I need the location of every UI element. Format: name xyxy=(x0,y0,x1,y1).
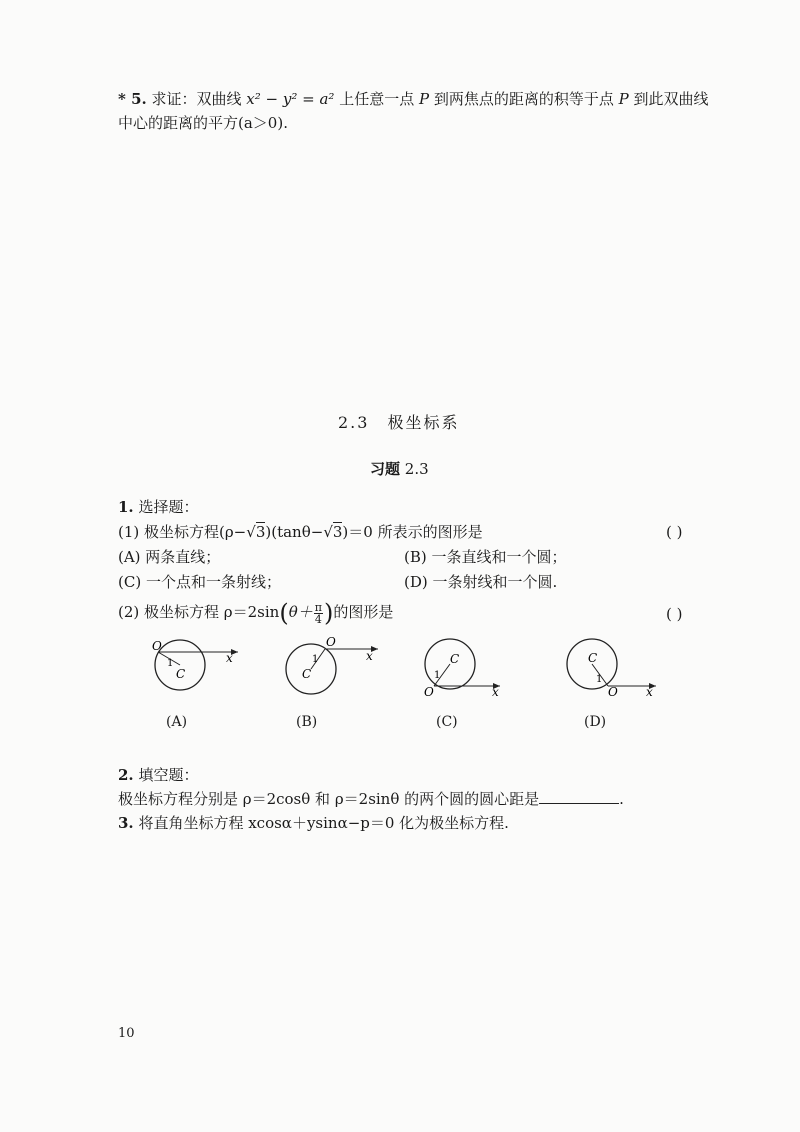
figure-b-label: (B) xyxy=(296,714,318,730)
option-a: (A) 两条直线； xyxy=(118,548,221,566)
svg-text:C: C xyxy=(176,667,186,681)
svg-text:C: C xyxy=(302,667,312,681)
figure-c-diagram xyxy=(418,636,528,706)
problem-5-line-2: 中心的距离的平方(a＞0). xyxy=(118,114,288,132)
svg-text:1: 1 xyxy=(312,654,319,665)
option-b: (B) 一条直线和一个圆； xyxy=(404,548,567,566)
figure-a-diagram xyxy=(140,632,250,702)
svg-text:O: O xyxy=(608,685,618,699)
figure-b-diagram xyxy=(278,632,388,702)
svg-text:O: O xyxy=(326,635,336,649)
section-title: 2.3 极坐标系 xyxy=(338,413,460,432)
figure-a-label: (A) xyxy=(166,714,188,730)
figure-c-label: (C) xyxy=(436,714,458,730)
question-1-2: (2) 极坐标方程 ρ＝2sin(θ＋ $\frac{\pi}{4}$ )的图形是 xyxy=(118,599,394,627)
answer-paren-1: ( ) xyxy=(666,523,683,541)
figure-d-diagram xyxy=(562,636,672,706)
origin-label: O xyxy=(152,639,162,653)
question-1-heading: 1. 选择题： xyxy=(118,498,199,516)
hyperbola-equation: x² − y² = a² xyxy=(246,90,335,108)
svg-text:1: 1 xyxy=(596,674,603,685)
svg-text:C: C xyxy=(450,652,460,666)
question-2-body: 极坐标方程分别是 ρ＝2cosθ 和 ρ＝2sinθ 的两个圆的圆心距是 . xyxy=(118,790,624,808)
svg-text:1: 1 xyxy=(434,670,441,681)
exercise-title: 习题 2.3 xyxy=(370,460,429,478)
svg-text:1: 1 xyxy=(167,658,174,669)
pi-over-4-fraction: $\frac{\pi}{4}$ xyxy=(314,600,322,626)
svg-text:x: x xyxy=(646,685,653,699)
problem-5-line-1: * 5. 求证：双曲线 x² − y² = a² 上任意一点 P 到两焦点的距离的积等于点 P 到此双曲线 xyxy=(118,90,709,108)
svg-text:x: x xyxy=(492,685,499,699)
svg-text:C: C xyxy=(588,651,598,665)
answer-paren-2: ( ) xyxy=(666,605,683,623)
svg-text:O: O xyxy=(424,685,434,699)
page-number: 10 xyxy=(118,1026,135,1041)
problem-number: * 5. xyxy=(118,90,147,108)
question-3: 3. 将直角坐标方程 xcosα＋ysinα−p＝0 化为极坐标方程. xyxy=(118,814,509,832)
question-2-heading: 2. 填空题： xyxy=(118,766,199,784)
question-1-1: (1) 极坐标方程(ρ−√3)(tanθ−√3)＝0 所表示的图形是 xyxy=(118,523,483,541)
answer-blank[interactable] xyxy=(539,789,619,804)
svg-text:x: x xyxy=(226,651,233,665)
option-d: (D) 一条射线和一个圆. xyxy=(404,573,558,591)
figure-d-label: (D) xyxy=(584,714,607,730)
svg-text:x: x xyxy=(366,649,373,663)
option-c: (C) 一个点和一条射线； xyxy=(118,573,281,591)
